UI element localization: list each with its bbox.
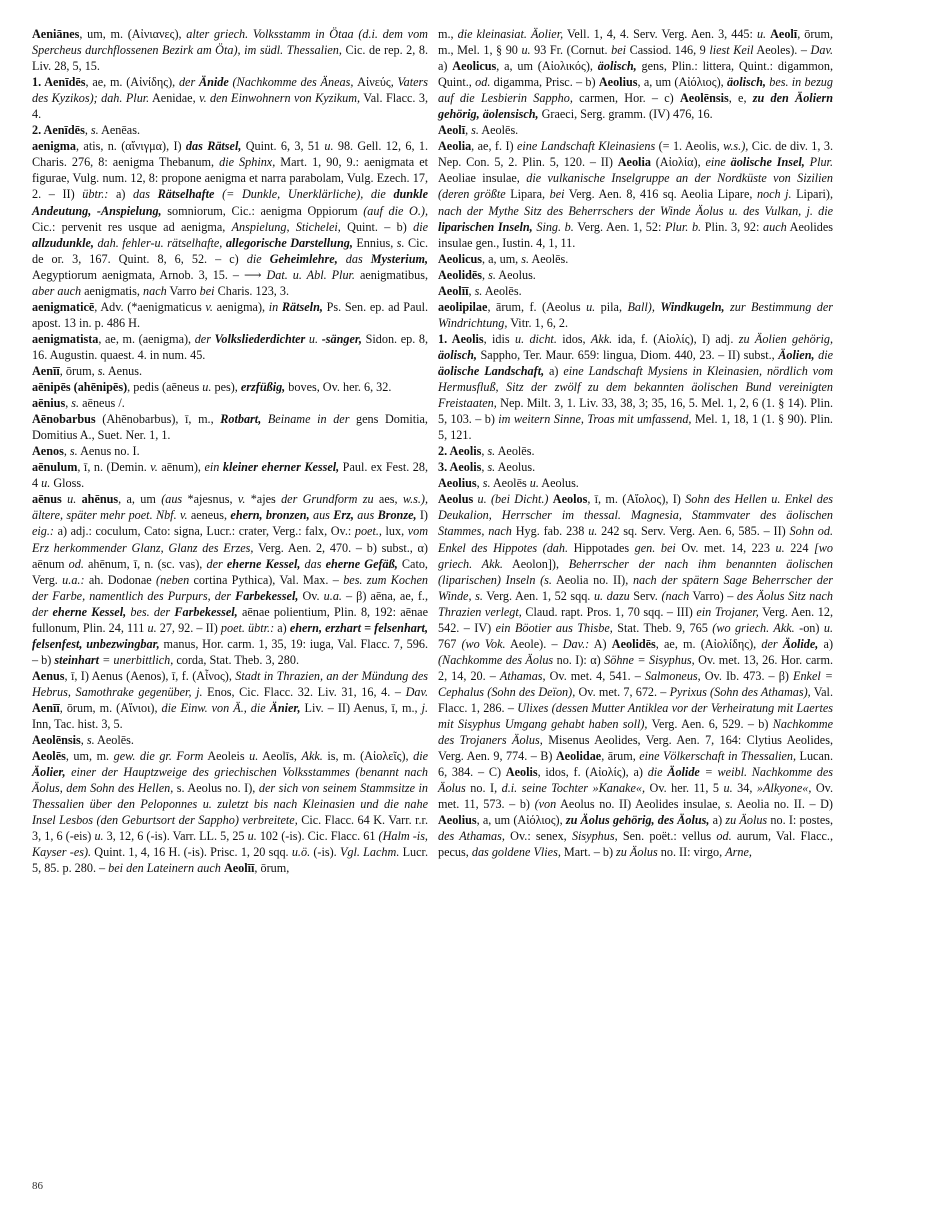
dictionary-entry: 3. Aeolis, s. Aeolus. — [438, 460, 536, 475]
dictionary-entry: Aenīī, ōrum, s. Aenus. — [32, 363, 143, 378]
dictionary-entry: 2. Aeolis, s. Aeolēs. — [438, 444, 535, 459]
dictionary-entry: Aeolēs, um, m. gew. die gr. Form Aeoleis u. Aeolīs, Akk. is, m. (Αἰολεῖς), die Äolier, einer der Hauptzweige des griechischen Volksstammes (benannt nach Äolus, dem Sohn des Hellen, s. Aeolus no. I), der sich von seinem Stammsitze in Thessalien über den Peloponnes u. zuletzt bis nach Kleinasien und die nahe Insel Lesbos (den Geburtsort der Sappho) verbreitete, Cic. Flacc. 64 K. Varr. r.r. 3, 1, 6 (-eis) u. 3, 12, 6 (-is). Varr. LL. 5, 25 u. 102 (-is). Cic. Flacc. 61 (Halm -is, Kayser -es). Quint. 1, 4, 16 H. (-is). Prisc. 1, 20 sqq. u.ö. (-is). Vgl. Lachm. Lucr. 5, 85. p. 280. – bei den Lateinern auch Aeolīī, ōrum, — [32, 749, 428, 876]
right-column — [438, 26, 833, 860]
dictionary-entry: Aeolicus, a, um, s. Aeolēs. — [438, 251, 569, 266]
left-column — [32, 26, 428, 876]
dictionary-entry: Aenos, s. Aenus no. I. — [32, 444, 140, 459]
dictionary-entry: Aeolus u. (bei Dicht.) Aeolos, ī, m. (Αἴολος), I) Sohn des Hellen u. Enkel des Deukalion, Herrscher im thessal. Magnesia, Stammvater des äolischen Stammes, nach Hyg. fab. 238 u. 242 sq. Serv. Verg. Aen. 6, 585. – II) Sohn od. Enkel des Hippotes (dah. Hippotades gen. bei Ov. met. 14, 223 u. 224 [wo griech. Akk. Aeolon]), Beherrscher der nach ihm benannten äolischen (liparischen) Inseln (s. Aeolia no. II), nach der spätern Sage Beherrscher der Winde, s. Verg. Aen. 1, 52 sqq. u. dazu Serv. (nach Varro) – des Äolus Sitz nach Thrazien verlegt, Claud. rapt. Pros. 1, 70 sqq. – III) ein Trojaner, Verg. Aen. 12, 542. – IV) ein Böotier aus Thisbe, Stat. Theb. 9, 765 (wo griech. Akk. -on) u. 767 (wo Vok. Aeole). – Dav.: A) Aeolidēs, ae, m. (Αἰολίδης), der Äolide, a) (Nachkomme des Äolus no. I): α) Söhne = Sisyphus, Ov. met. 13, 26. Hor. carm. 2, 14, 20. – Athamas, Ov. met. 4, 541. – Salmoneus, Ov. Ib. 473. – β) Enkel = Cephalus (Sohn des Deïon), Ov. met. 7, 672. – Pyrixus (Sohn des Athamas), Val. Flacc. 1, 286. – Ulixes (dessen Mutter Antiklea vor der Verheiratung mit Laertes mit Sisyphus Umgang gehabt haben soll), Verg. Aen. 6, 529. – b) Nachkomme des Trojaners Äolus, Misenus Aeolides, Verg. Aen. 7, 164: Clytius Aeolides, Verg. Aen. 9, 774. – B) Aeolidae, ārum, eine Völkerschaft in Thessalien, Lucan. 6, 384. – C) Aeolis, idos, f. (Αἰολίς), a) die Äolide = weibl. Nachkomme des Äolus no. I, d.i. seine Tochter »Kanake«, Ov. her. 11, 5 u. 34, »Alkyone«, Ov. met. 11, 573. – b) (von Aeolus no. II) Aeolides insulae, s. Aeolia no. II. – D) Aeolius, a, um (Αἰόλιος), zu Äolus gehörig, des Äolus, a) zu Äolus no. I: postes, des Athamas, Ov.: senex, Sisyphus, Sen. poët.: vellus od. aurum, Val. Flacc., pecus, das goldene Vlies, Mart. – b) zu Äolus no. II: virgo, Arne, — [438, 492, 834, 860]
dictionary-entry: 1. Aenīdēs, ae, m. (Αἰνίδης), der Änide (Nachkomme des Äneas, Αἰνεύς, Vaters des Kyzikos); dah. Plur. Aenidae, v. den Einwohnern von Kyzikum, Val. Flacc. 3, 4. — [32, 75, 429, 122]
dictionary-entry: 2. Aenīdēs, s. Aenēas. — [32, 123, 141, 138]
dictionary-entry: Aeolius, s. Aeolēs u. Aeolus. — [438, 476, 579, 491]
dictionary-entry: aenigmaticē, Adv. (*aenigmaticus v. aenigma), in Rätseln, Ps. Sen. ep. ad Paul. apost. 13 in. p. 486 H. — [32, 299, 429, 330]
dictionary-entry: Aeolīī, s. Aeolēs. — [438, 283, 522, 298]
dictionary-entry: 1. Aeolis, idis u. dicht. idos, Akk. ida, f. (Αἰολίς), I) adj. zu Äolien gehörig, äolisch, Sappho, Ter. Maur. 659: lingua, Diom. 440, 23. – II) subst., Äolien, die äolische Landschaft, a) eine Landschaft Mysiens in Kleinasien, nördlich vom Hermusfluß, Sitz der zwölf zu dem bekannten äolischen Bund vereinigten Freistaaten, Nep. Milt. 3, 1. Liv. 33, 38, 3; 35, 16, 5. Mel. 1, 2, 6 (1. § 14). Plin. 5, 103. – b) im weitern Sinne, Troas mit umfassend, Mel. 1, 18, 1 (1. § 90). Plin. 5, 121. — [438, 331, 834, 443]
dictionary-entry: Aeolī, s. Aeolēs. — [438, 123, 519, 138]
dictionary-entry: m., die kleinasiat. Äolier, Vell. 1, 4, 4. Serv. Verg. Aen. 3, 445: u. Aeolī, ōrum, m., Mel. 1, § 90 u. 93 Fr. (Cornut. bei Cassiod. 146, 9 liest Keil Aeoles). – Dav. a) Aeolicus, a, um (Αἰολικός), äolisch, gens, Plin.: littera, Quint.: digammon, Quint., od. digamma, Prisc. – b) Aeolius, a, um (Αἰόλιος), äolisch, bes. in bezug auf die Lesbierin Sappho, carmen, Hor. – c) Aeolēnsis, e, zu den Äoliern gehörig, äolensisch, Graeci, Serg. gramm. (IV) 476, 16. — [438, 27, 834, 122]
dictionary-entry: Aeolia, ae, f. I) eine Landschaft Kleinasiens (= 1. Aeolis, w.s.), Cic. de div. 1, 3. Nep. Con. 5, 2. Plin. 5, 120. – II) Aeolia (Αἰολία), eine äolische Insel, Plur. Aeoliae insulae, die vulkanische Inselgruppe an der Nordküste von Sizilien (deren größte Lipara, bei Verg. Aen. 8, 416 sq. Aeolia Lipare, noch j. Lipari), nach der Mythe Sitz des Beherrschers der Winde Äolus u. des Vulkan, j. die liparischen Inseln, Sing. b. Verg. Aen. 1, 52: Plur. b. Plin. 3, 92: auch Aeolides insulae gen., Iustin. 4, 1, 11. — [438, 139, 834, 250]
dictionary-entry: aēnulum, ī, n. (Demin. v. aēnum), ein kleiner eherner Kessel, Paul. ex Fest. 28, 4 u. Gloss. — [32, 460, 428, 491]
dictionary-entry: Aeniānes, um, m. (Αἰνιανες), alter griech. Volksstamm in Ötaa (d.i. dem vom Spercheus durchflossenen Bezirk am Öta), im südl. Thessalien, Cic. de rep. 2, 8. Liv. 28, 5, 15. — [32, 27, 428, 74]
dictionary-entry: aēnipēs (ahēnipēs), pedis (aēneus u. pes), erzfüßig, boves, Ov. her. 6, 32. — [32, 380, 392, 395]
dictionary-entry: aeolipilae, ārum, f. (Aeolus u. pila, Ball), Windkugeln, zur Bestimmung der Windrichtung, Vitr. 1, 6, 2. — [438, 299, 833, 330]
dictionary-entry: Aeolidēs, s. Aeolus. — [438, 267, 536, 282]
dictionary-entry: aenigma, atis, n. (αἴνιγμα), I) das Rätsel, Quint. 6, 3, 51 u. 98. Gell. 12, 6, 1. Charis. 276, 8: aenigma Thebanum, die Sphinx, Mart. 1, 90, 9.: aenigmata et figurae, Vulg. num. 12, 8: propone aenigma et narra parabolam, Vulg. Ezech. 17, 2. – II) übtr.: a) das Rätselhafte (= Dunkle, Unerklärliche), die dunkle Andeutung, -Anspielung, somniorum, Cic.: aenigma Oppiorum (auf die O.), Cic.: pervenit res usque ad aenigma, Anspielung, Stichelei, Quint. – b) die allzudunkle, dah. fehler-u. rätselhafte, allegorische Darstellung, Ennius, s. Cic. de or. 3, 167. Quint. 8, 6, 52. – c) die Geheimlehre, das Mysterium, Aegyptiorum aenigmata, Arnob. 3, 15. – ⟶ Dat. u. Abl. Plur. aenigmatibus, aber auch aenigmatis, nach Varro bei Charis. 123, 3. — [32, 139, 429, 298]
dictionary-entry: aēnius, s. aēneus /. — [32, 396, 125, 411]
dictionary-entry: Aēnobarbus (Ahēnobarbus), ī, m., Rotbart, Beiname in der gens Domitia, Domitius A., Suet. Ner. 1, 1. — [32, 412, 428, 443]
dictionary-entry: aēnus u. ahēnus, a, um (aus *ajesnus, v. *ajes der Grundform zu aes, w.s.), ältere, später mehr poet. Nbf. v. aeneus, ehern, bronzen, aus Erz, aus Bronze, I) eig.: a) adj.: coculum, Cato: signa, Lucr.: crater, Verg.: falx, Ov.: poet., lux, vom Erz herkommender Glanz, Glanz des Erzes, Verg. Aen. 2, 470. – b) subst., α) aēnum od. ahēnum, ī, n. (sc. vas), der eherne Kessel, das eherne Gefäß, Cato, Verg. u.a.: ah. Dodonae (neben cortina Pythica), Val. Max. – bes. zum Kochen der Farbe, namentlich des Purpurs, der Farbekessel, Ov. u.a. – β) aēna, ae, f., der eherne Kessel, bes. der Farbekessel, aēnae polientium, Plin. 8, 192: aēnae fullonum, Plin. 24, 111 u. 27, 92. – II) poet. übtr.: a) ehern, erzhart = felsenhart, felsenfest, unbezwingbar, manus, Hor. carm. 1, 35, 19: iuga, Val. Flacc. 7, 596. – b) steinhart = unerbittlich, corda, Stat. Theb. 3, 280. — [32, 492, 429, 667]
dictionary-entry: aenigmatista, ae, m. (aenigma), der Volksliederdichter u. -sänger, Sidon. ep. 8, 16. Augustin. quaest. 4. in num. 45. — [32, 331, 429, 362]
dictionary-entry: Aeolēnsis, s. Aeolēs. — [32, 733, 134, 748]
dictionary-entry: Aenus, ī, I) Aenus (Aenos), ī, f. (Αἶνος), Stadt in Thrazien, an der Mündung des Hebrus, Samothrake gegenüber, j. Enos, Cic. Flacc. 32. Liv. 31, 16, 4. – Dav. Aenīī, ōrum, m. (Αἴνιοι), die Einw. von Ä., die Änier, Liv. – II) Aenus, ī, m., j. Inn, Tac. hist. 3, 5. — [32, 668, 429, 732]
page-number: 86 — [32, 1180, 43, 1192]
